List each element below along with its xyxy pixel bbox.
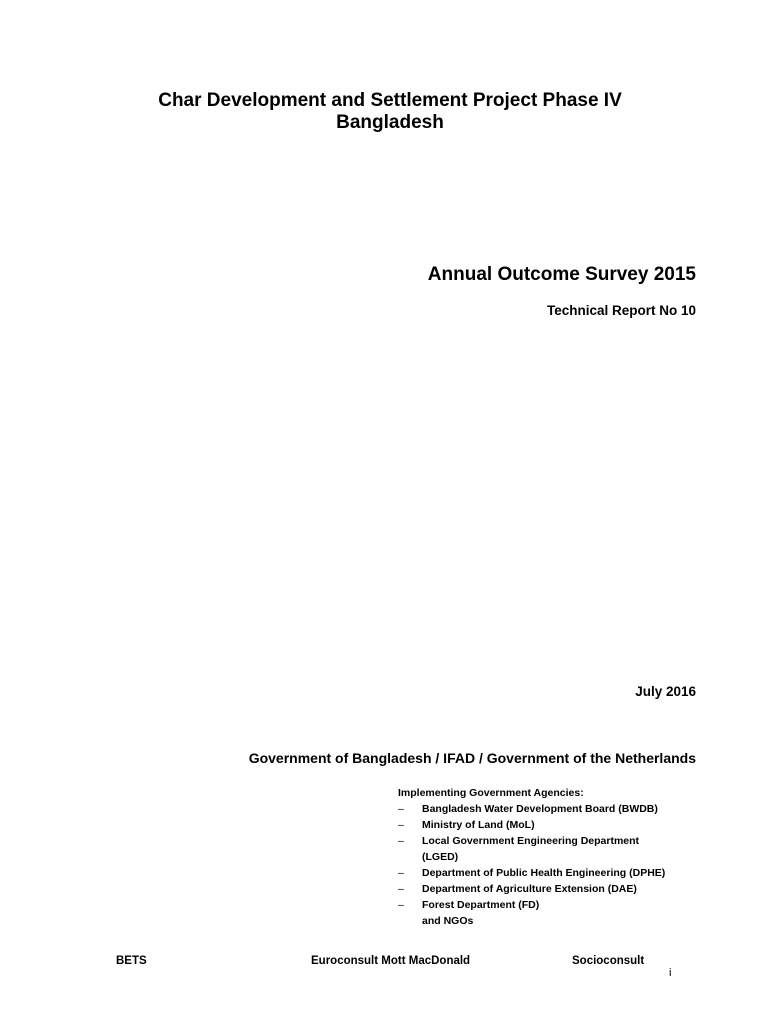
list-dash: –: [398, 899, 404, 911]
list-dash: –: [398, 819, 404, 831]
agency-name: Bangladesh Water Development Board (BWDB): [422, 803, 658, 815]
agency-name: Forest Department (FD): [422, 899, 540, 911]
agencies-closing: and NGOs: [422, 915, 474, 927]
project-title-line-1: Char Development and Settlement Project Phase IV: [158, 90, 622, 111]
footer-partner-euroconsult: Euroconsult Mott MacDonald: [311, 955, 471, 967]
agency-name-continued: (LGED): [422, 851, 459, 863]
agency-item-lged: [398, 833, 722, 865]
agency-item-dae: [398, 881, 722, 897]
report-date: July 2016: [635, 684, 696, 699]
project-title-line-2: Bangladesh: [336, 112, 444, 133]
footer-partner-socioconsult: Socioconsult: [572, 955, 645, 967]
agency-item-fd: [398, 897, 722, 913]
agency-name: Department of Agriculture Extension (DAE): [422, 883, 637, 895]
implementing-agencies: [398, 785, 722, 929]
agency-item-bwdb: [398, 801, 722, 817]
agencies-heading: Implementing Government Agencies:: [398, 787, 584, 799]
agency-name: Ministry of Land (MoL): [422, 819, 535, 831]
list-dash: –: [398, 835, 404, 847]
survey-title: Annual Outcome Survey 2015: [427, 264, 696, 285]
government-line: Government of Bangladesh / IFAD / Government of the Netherlands: [248, 750, 696, 766]
footer-partner-bets: BETS: [116, 955, 147, 967]
report-number: Technical Report No 10: [546, 303, 696, 318]
list-dash: –: [398, 867, 404, 879]
agency-name: Local Government Engineering Department: [422, 835, 640, 847]
page-number: i: [669, 967, 672, 979]
list-dash: –: [398, 803, 404, 815]
list-dash: –: [398, 883, 404, 895]
agency-item-dphe: [398, 865, 722, 881]
agency-name: Department of Public Health Engineering (DPHE): [422, 867, 666, 879]
agency-item-mol: [398, 817, 722, 833]
agency-list: [398, 801, 722, 913]
